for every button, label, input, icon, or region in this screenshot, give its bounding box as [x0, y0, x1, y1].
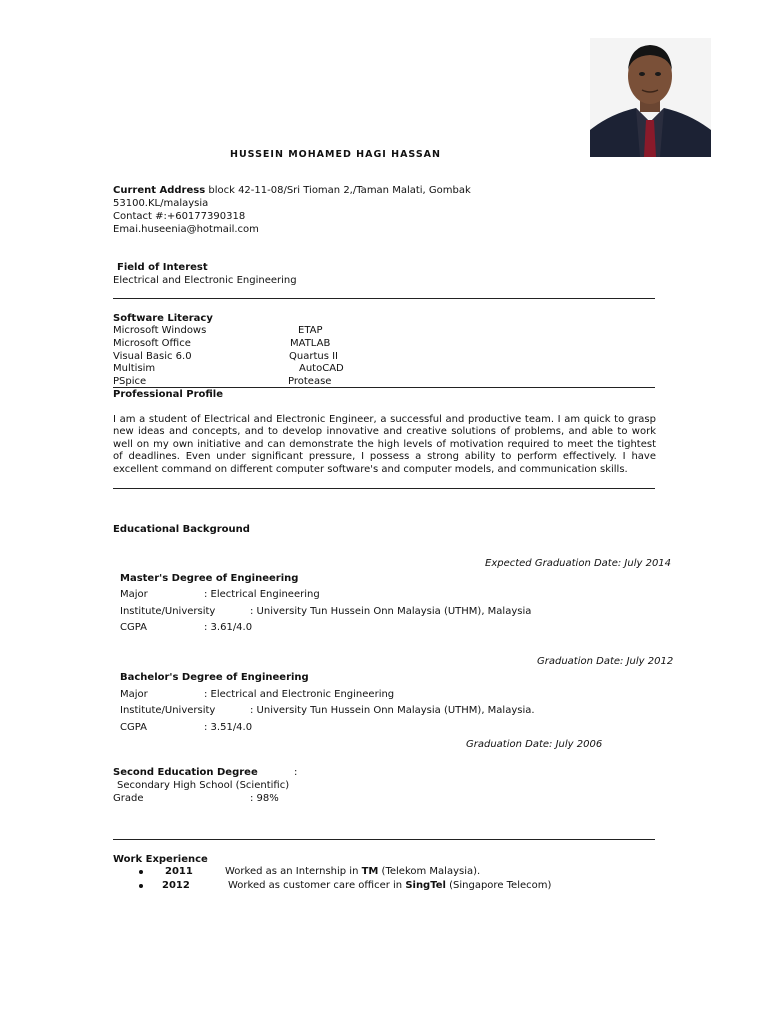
- bachelors-institute-value: : University Tun Hussein Onn Malaysia (UTHM), Malaysia.: [250, 705, 535, 716]
- section-divider: [113, 488, 655, 489]
- masters-institute-value: : University Tun Hussein Onn Malaysia (UTHM), Malaysia: [250, 606, 532, 617]
- bachelors-cgpa-label: CGPA: [120, 722, 147, 733]
- work-org: SingTel: [405, 880, 446, 891]
- bullet-icon: [139, 870, 143, 874]
- grade-label: Grade: [113, 793, 144, 804]
- secondary-title: Second Education Degree: [113, 767, 258, 778]
- profile-heading: Professional Profile: [113, 389, 223, 400]
- software-heading: Software Literacy: [113, 313, 213, 324]
- bachelors-cgpa-value: : 3.51/4.0: [204, 722, 253, 733]
- bachelors-title: Bachelor's Degree of Engineering: [120, 672, 309, 683]
- address-line-2: 53100.KL/malaysia: [113, 198, 209, 209]
- address-value: block 42-11-08/Sri Tioman 2,/Taman Malati, Gombak: [205, 185, 471, 196]
- address-line: [113, 184, 471, 197]
- bachelors-major-label: Major: [120, 689, 148, 700]
- section-divider: [113, 298, 655, 299]
- masters-major-value: : Electrical Engineering: [204, 589, 320, 600]
- software-item: Protease: [288, 376, 332, 387]
- work-year: 2011: [165, 866, 193, 877]
- software-item: Multisim: [113, 363, 156, 374]
- work-desc: Worked as an Internship in: [225, 866, 362, 877]
- software-item: PSpice: [113, 376, 147, 387]
- work-desc-tail: (Telekom Malaysia).: [378, 866, 481, 877]
- masters-cgpa-value: : 3.61/4.0: [204, 622, 253, 633]
- work-desc: Worked as customer care officer in: [228, 880, 406, 891]
- education-heading: Educational Background: [113, 524, 250, 535]
- profile-photo: [590, 38, 711, 157]
- software-item: AutoCAD: [299, 363, 344, 374]
- work-desc-tail: (Singapore Telecom): [445, 880, 552, 891]
- interest-value: Electrical and Electronic Engineering: [113, 275, 297, 286]
- masters-cgpa-label: CGPA: [120, 622, 147, 633]
- bachelors-institute-label: Institute/University: [120, 705, 216, 716]
- work-item: [225, 865, 480, 878]
- candidate-name: HUSSEIN MOHAMED HAGI HASSAN: [230, 149, 441, 160]
- secondary-graduation-date: Graduation Date: July 2006: [466, 739, 603, 750]
- work-heading: Work Experience: [113, 854, 208, 865]
- software-item: Microsoft Windows: [113, 325, 207, 336]
- masters-institute-label: Institute/University: [120, 606, 216, 617]
- work-org: TM: [361, 866, 379, 877]
- grade-value: : 98%: [250, 793, 279, 804]
- email-address: Emai.huseenia@hotmail.com: [113, 224, 259, 235]
- secondary-colon: :: [294, 767, 298, 778]
- section-divider: [113, 839, 655, 840]
- software-item: Microsoft Office: [113, 338, 191, 349]
- work-item: [228, 879, 551, 892]
- secondary-school: Secondary High School (Scientific): [117, 780, 290, 791]
- software-item: Visual Basic 6.0: [113, 351, 192, 362]
- address-label: Current Address: [113, 185, 206, 196]
- software-item: ETAP: [298, 325, 323, 336]
- interest-heading: Field of Interest: [117, 262, 208, 273]
- masters-graduation-date: Expected Graduation Date: July 2014: [485, 558, 672, 569]
- contact-number: Contact #:+60177390318: [113, 211, 246, 222]
- masters-major-label: Major: [120, 589, 148, 600]
- software-item: MATLAB: [290, 338, 331, 349]
- software-item: Quartus II: [289, 351, 338, 362]
- bachelors-major-value: : Electrical and Electronic Engineering: [204, 689, 395, 700]
- bullet-icon: [139, 884, 143, 888]
- masters-title: Master's Degree of Engineering: [120, 573, 299, 584]
- work-year: 2012: [162, 880, 190, 891]
- portrait-image: [590, 38, 711, 157]
- bachelors-graduation-date: Graduation Date: July 2012: [537, 656, 674, 667]
- profile-paragraph: I am a student of Electrical and Electronic Engineer, a successful and productive team. I am quick to grasp new ideas and concepts, and to develop innovative and creative solutions of problems, and able to work well on my own initiative and can demonstrate the high levels of motivation required to meet the tightest of deadlines. Even under significant pressure, I possess a strong ability to perform effectively. I have excellent command on different computer software's and computer models, and communication skills.: [113, 414, 656, 475]
